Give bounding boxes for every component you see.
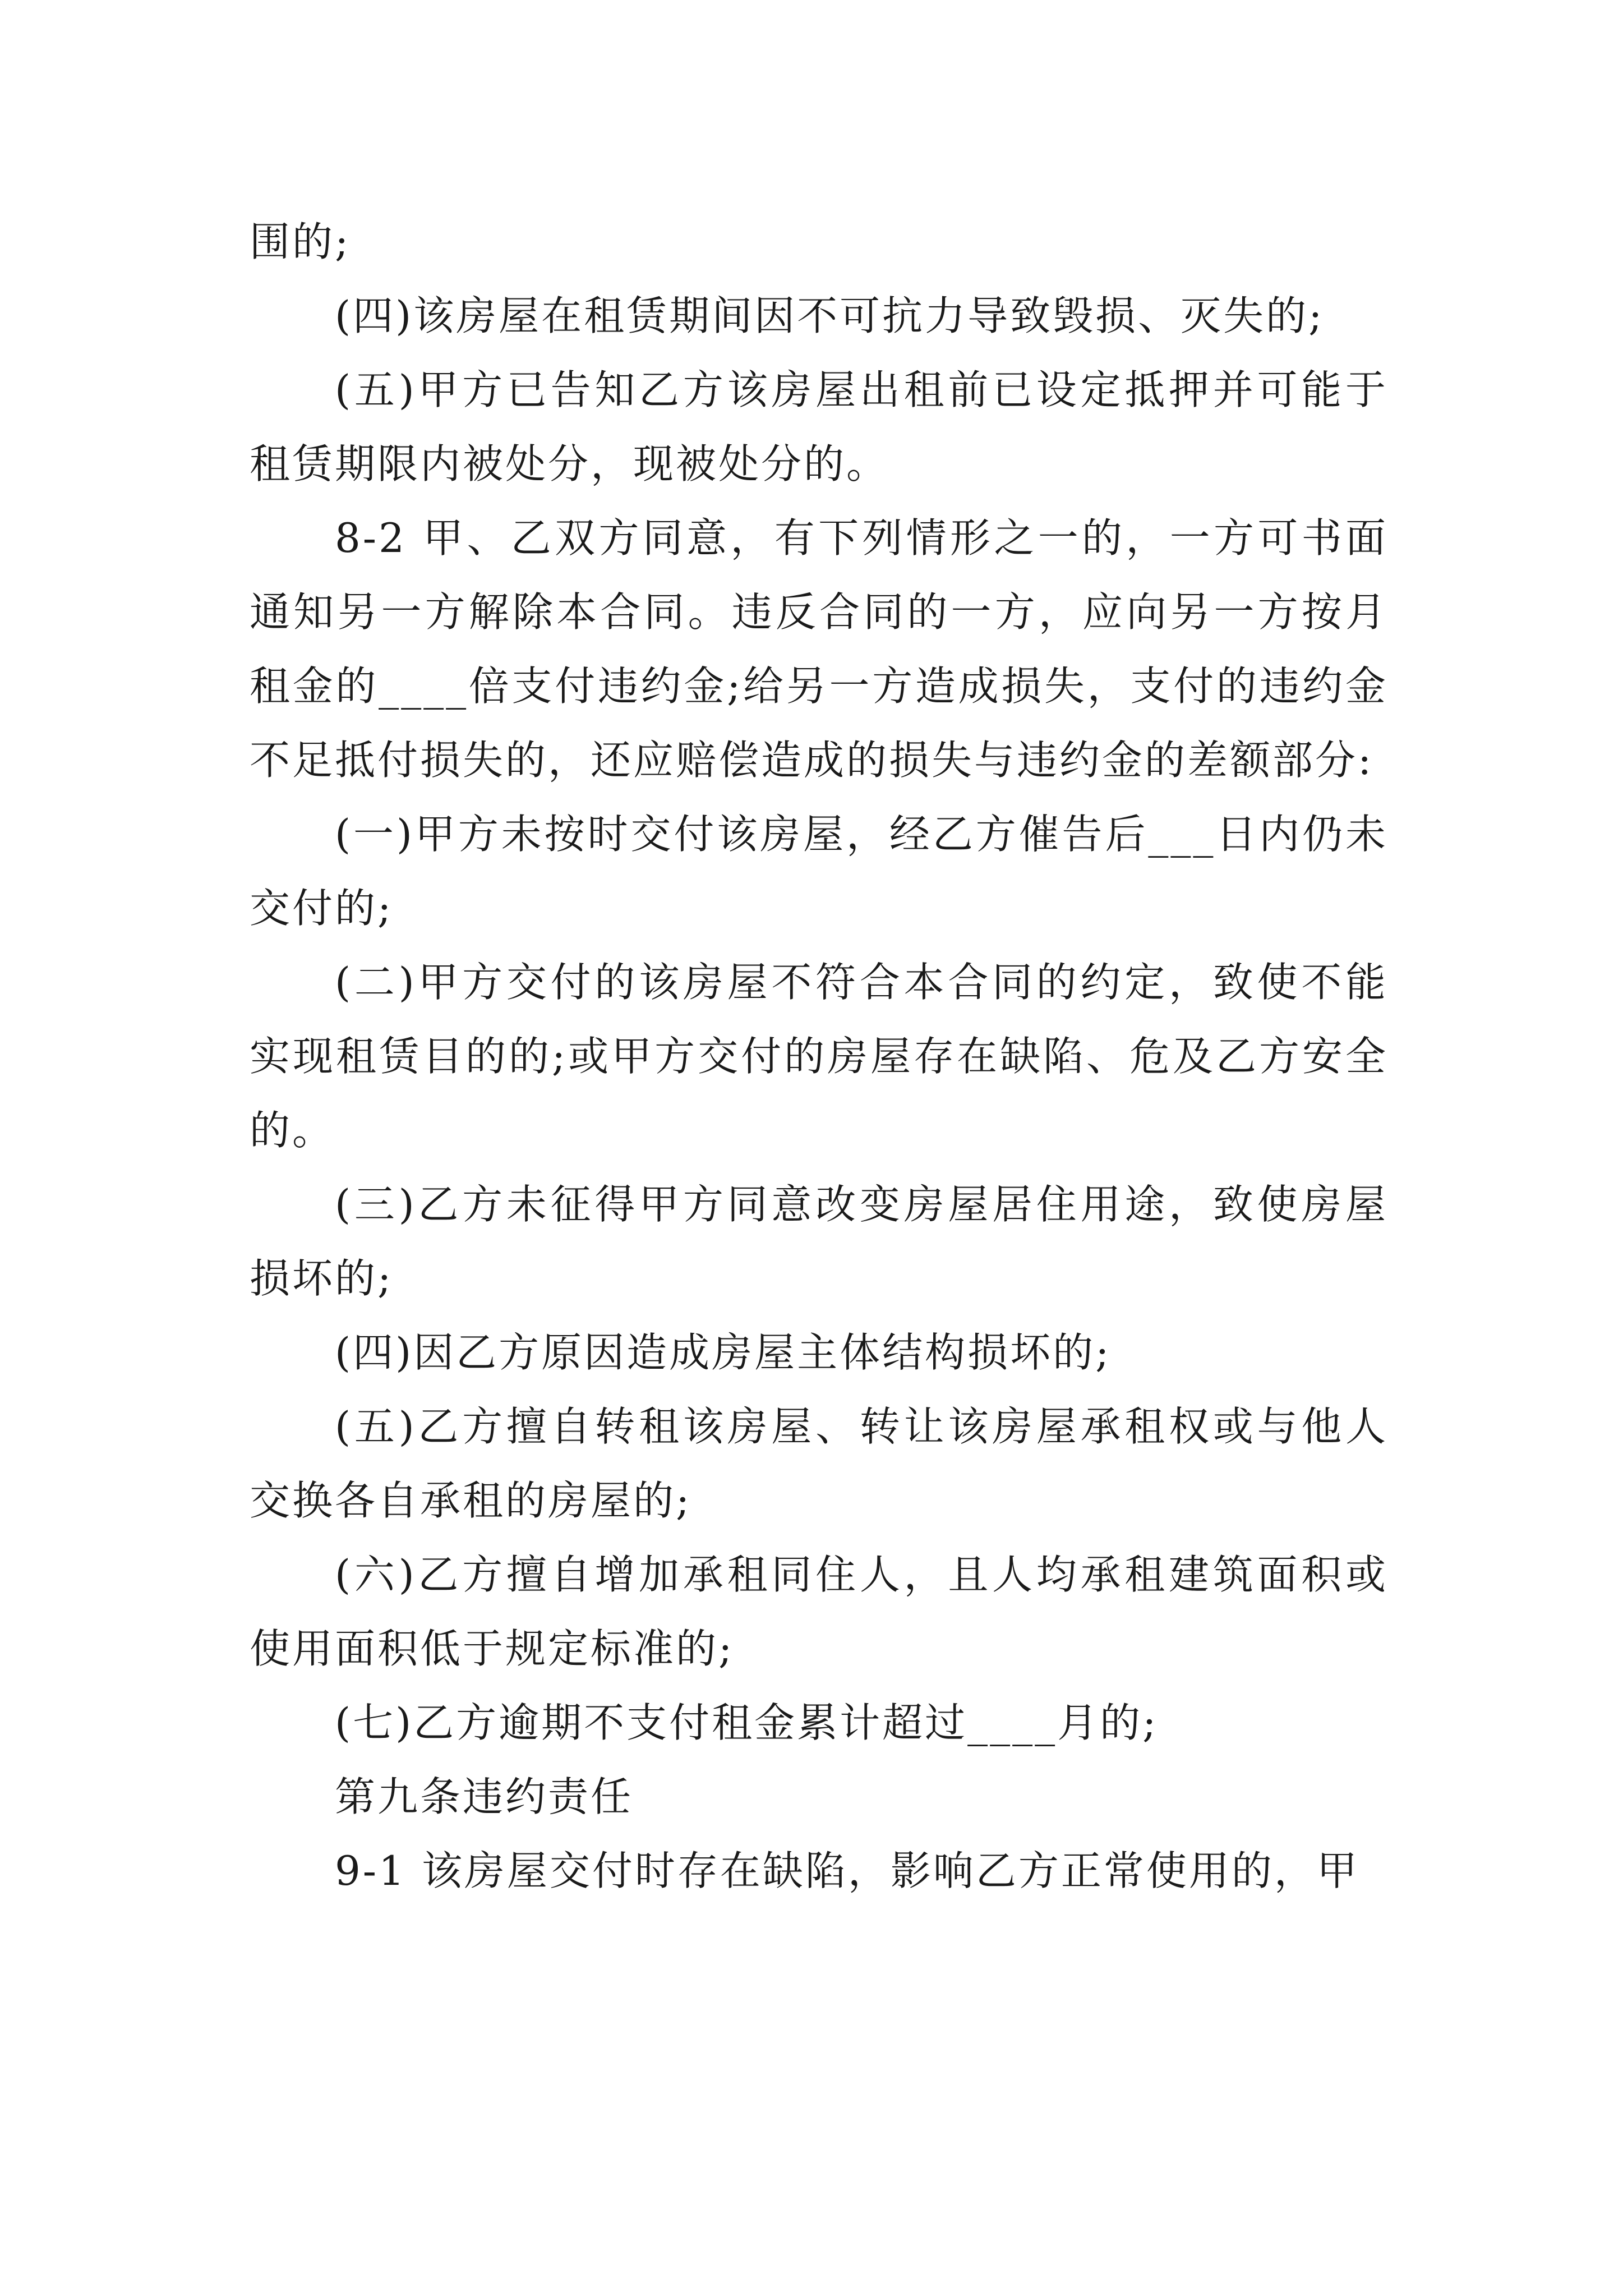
clause-8-2-item-4: (四)因乙方原因造成房屋主体结构损坏的; [335, 1329, 1112, 1376]
document-body [250, 205, 1388, 1908]
clause-8-2-item-2: (二)甲方交付的该房屋不符合本合同的约定，致使不能实现租赁目的的;或甲方交付的房屋存在缺陷、危及乙方安全的。 [250, 959, 1388, 1154]
clause-8-2-item-5: (五)乙方擅自转租该房屋、转让该房屋承租权或与他人交换各自承租的房屋的; [250, 1403, 1388, 1524]
clause-8-2-item-1: (一)甲方未按时交付该房屋，经乙方催告后___日内仍未交付的; [250, 811, 1388, 932]
clause-item-4-force-majeure: (四)该房屋在租赁期间因不可抗力导致毁损、灭失的; [335, 292, 1325, 339]
clause-8-2-item-3: (三)乙方未征得甲方同意改变房屋居住用途，致使房屋损坏的; [250, 1181, 1388, 1302]
clause-8-2-item-7: (七)乙方逾期不支付租金累计超过____月的; [335, 1699, 1159, 1746]
clause-8-2: 8-2 甲、乙双方同意，有下列情形之一的，一方可书面通知另一方解除本合同。违反合同的一方，应向另一方按月租金的____倍支付违约金;给另一方造成损失，支付的违约金不足抵付损失的，还应赔偿造成的损失与违约金的差额部分: [250, 514, 1388, 784]
clause-9-1: 9-1 该房屋交付时存在缺陷，影响乙方正常使用的，甲 [335, 1847, 1359, 1894]
section-heading-article-9: 第九条违约责任 [335, 1773, 634, 1820]
clause-item-5-mortgage: (五)甲方已告知乙方该房屋出租前已设定抵押并可能于租赁期限内被处分，现被处分的。 [250, 366, 1388, 487]
clause-8-2-item-6: (六)乙方擅自增加承租同住人，且人均承租建筑面积或使用面积低于规定标准的; [250, 1551, 1388, 1672]
paragraph-continuation: 围的; [250, 218, 351, 265]
